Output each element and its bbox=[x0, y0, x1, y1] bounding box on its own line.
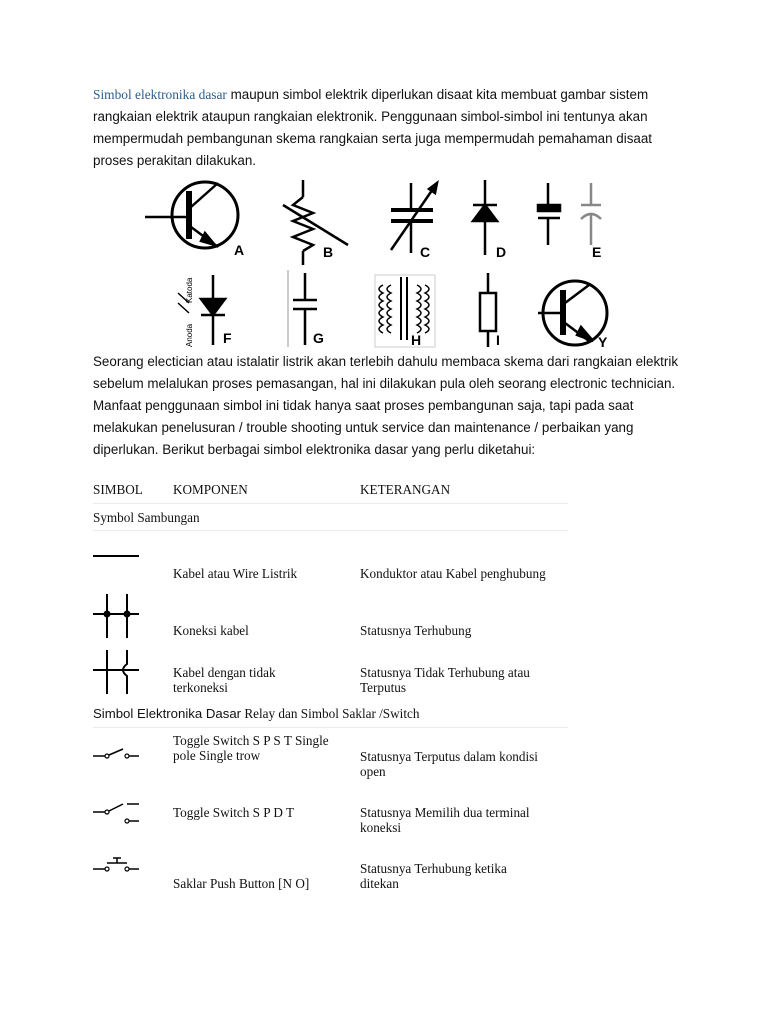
figure-label-y: Y bbox=[598, 334, 608, 350]
header-keterangan: KETERANGAN bbox=[360, 482, 451, 497]
figure-label-h: H bbox=[411, 332, 422, 348]
table-row-keterangan: Statusnya Terhubung bbox=[360, 623, 472, 638]
transistor-symbol-a bbox=[145, 182, 238, 248]
figure-label-e: E bbox=[592, 244, 602, 260]
wire-no-connection-symbol bbox=[93, 648, 143, 696]
section-saklar-title: Simbol Elektronika Dasar bbox=[93, 706, 242, 721]
section-symbol-sambungan: Symbol Sambungan bbox=[93, 510, 200, 525]
paragraph-2: Seorang electician atau istalatir listrik akan terlebih dahulu membaca skema dari rangkaian elektrik sebelum melalukan proses pemasangan, hal ini dilakukan pula oleh seorang electronic technician. Manfaat penggunaan simbol ini tidak hanya saat proses pembangunan saja, tapi pada saat melakukan penelusuran / trouble shooting untuk service dan maintenance / perbaikan yang diperlukan. Berikut berbagai simbol elektronika dasar yang perlu diketahui: bbox=[93, 354, 679, 457]
figure-label-f: F bbox=[223, 330, 232, 346]
spdt-switch-symbol bbox=[93, 800, 143, 826]
figure-label-c: C bbox=[420, 244, 431, 260]
diode-symbol-d bbox=[473, 180, 497, 255]
resistor-symbol-i bbox=[480, 273, 496, 347]
table-divider bbox=[93, 727, 568, 728]
table-row-keterangan: Konduktor atau Kabel penghubung bbox=[360, 566, 546, 581]
table-row-komponen: Toggle Switch S P S T Single pole Single trow bbox=[173, 733, 329, 763]
figure-label-d: D bbox=[496, 244, 507, 260]
table-divider bbox=[93, 530, 568, 531]
intro-paragraph bbox=[93, 84, 683, 172]
variable-resistor-symbol-b bbox=[283, 180, 348, 265]
transformer-symbol-h bbox=[375, 275, 435, 347]
table-row-komponen: Koneksi kabel bbox=[173, 623, 249, 638]
table-divider bbox=[93, 503, 568, 504]
figure-anoda-label: Anoda bbox=[185, 323, 194, 347]
table-row-komponen: Kabel dengan tidak terkoneksi bbox=[173, 665, 276, 695]
intro-link[interactable]: Simbol elektronika dasar bbox=[93, 87, 227, 102]
figure-label-g: G bbox=[313, 330, 324, 346]
electrolytic-capacitor-symbol-e bbox=[538, 183, 601, 245]
table-row-komponen: Toggle Switch S P D T bbox=[173, 805, 295, 820]
table-row-komponen: Saklar Push Button [N O] bbox=[173, 876, 310, 891]
header-simbol: SIMBOL bbox=[93, 482, 143, 497]
table-row-keterangan: Statusnya Terputus dalam kondisi open bbox=[360, 749, 538, 779]
figure-label-i: I bbox=[496, 332, 500, 348]
intro-text: maupun simbol elektrik diperlukan disaat kita membuat gambar sistem rangkaian elektrik ataupun rangkaian elektronik. Penggunaan simbol-simbol ini tentunya akan mempermudah pembangunan skema rangkaian serta juga mempermudah pemahaman disaat proses perakitan dilakukan. bbox=[93, 87, 653, 168]
wire-symbol bbox=[93, 550, 143, 562]
spst-switch-symbol bbox=[93, 746, 143, 762]
push-button-symbol bbox=[93, 856, 143, 874]
table-row-komponen: Kabel atau Wire Listrik bbox=[173, 566, 298, 581]
wire-connection-symbol bbox=[93, 592, 143, 640]
table-row-keterangan: Statusnya Terhubung ketika ditekan bbox=[360, 861, 507, 891]
section-saklar bbox=[93, 706, 419, 722]
section-saklar-subtitle: Relay dan Simbol Saklar /Switch bbox=[241, 706, 420, 721]
figure-label-a: A bbox=[234, 242, 245, 258]
table-row-keterangan: Statusnya Tidak Terhubung atau Terputus bbox=[360, 665, 530, 695]
transistor-symbol-y bbox=[538, 281, 607, 345]
figure-katoda-label: Katoda bbox=[185, 277, 194, 303]
header-komponen: KOMPONEN bbox=[173, 482, 248, 497]
variable-capacitor-symbol-c bbox=[391, 183, 437, 253]
table-row-keterangan: Statusnya Memilih dua terminal koneksi bbox=[360, 805, 530, 835]
figure-label-b: B bbox=[323, 244, 334, 260]
electronic-symbols-figure bbox=[143, 175, 623, 350]
